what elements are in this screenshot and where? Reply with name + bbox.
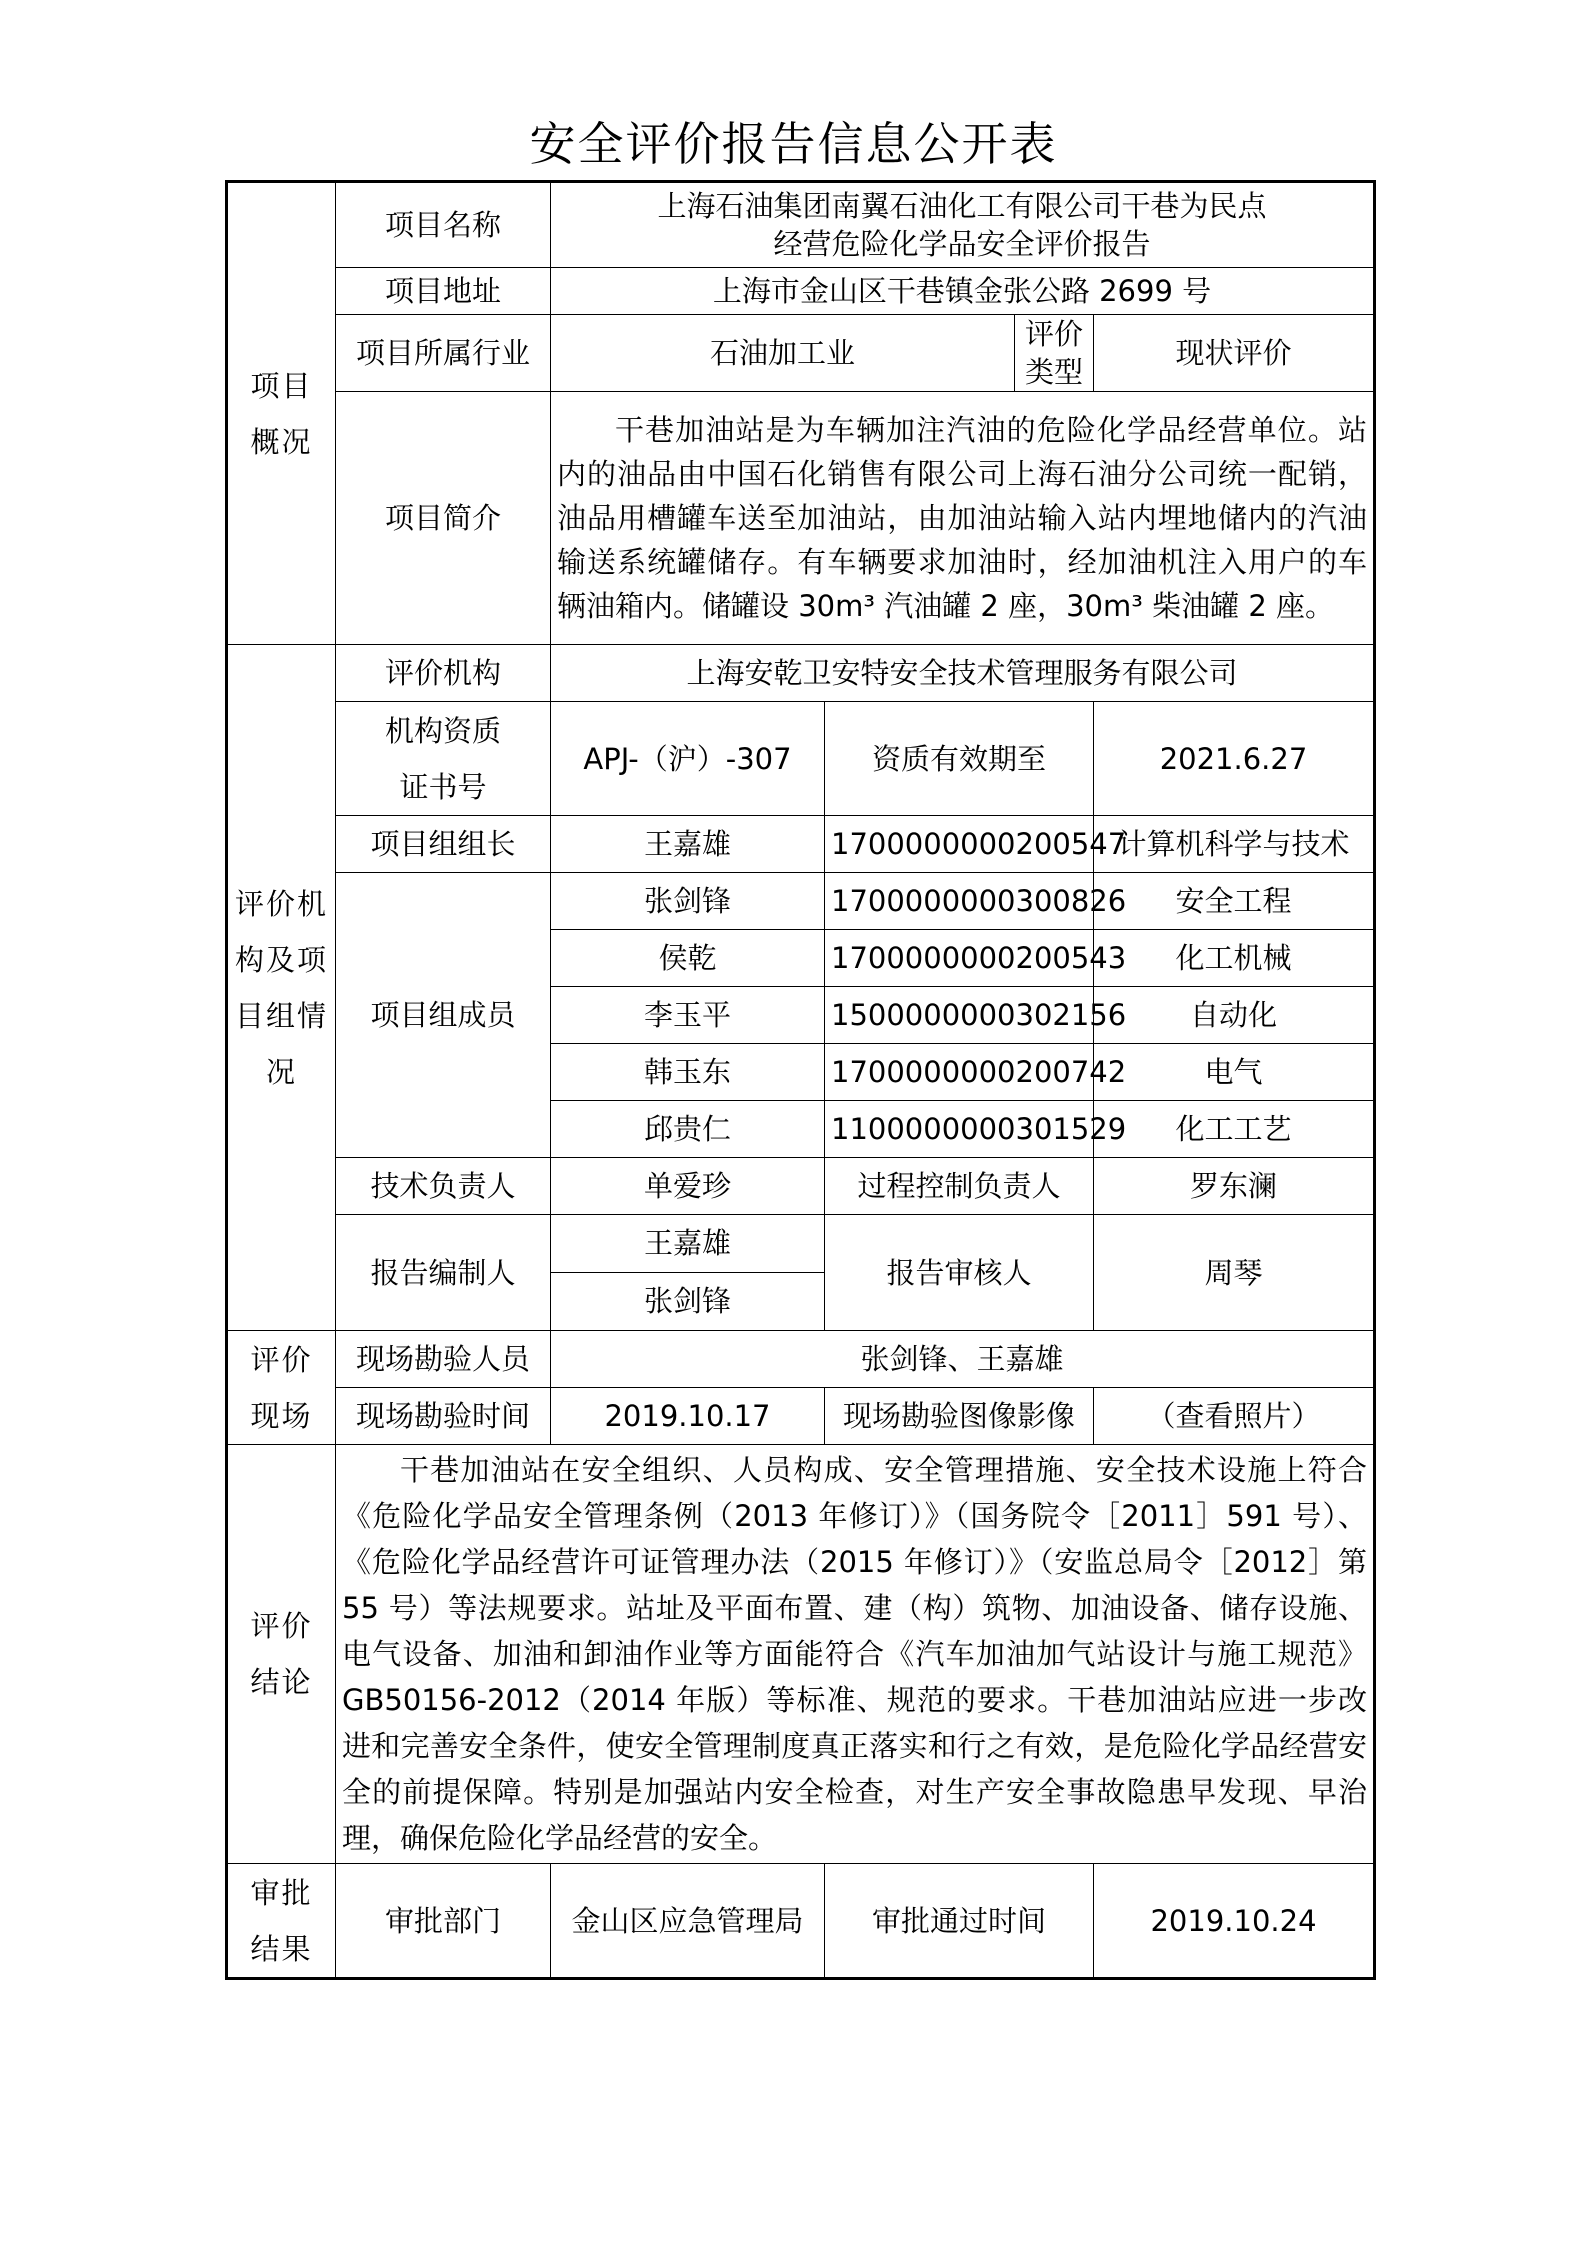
approval-dept-value: 金山区应急管理局 — [551, 1864, 825, 1979]
approval-dept-label: 审批部门 — [336, 1864, 551, 1979]
approval-time-label: 审批通过时间 — [825, 1864, 1094, 1979]
author-name: 王嘉雄 — [643, 1226, 731, 1260]
section-approval-line: 结果 — [250, 1931, 313, 1966]
member-name: 韩玉东 — [551, 1044, 825, 1101]
section-agency-line: 目组情 — [234, 998, 328, 1033]
reviewer-label: 报告审核人 — [825, 1215, 1094, 1331]
agency-org-value: 上海安乾卫安特安全技术管理服务有限公司 — [551, 645, 1375, 702]
section-conclusion — [227, 1445, 336, 1864]
member-id: 1700000000300826 — [825, 873, 1094, 930]
project-name-line: 经营危险化学品安全评价报告 — [773, 227, 1151, 261]
agency-valid-label: 资质有效期至 — [825, 702, 1094, 816]
approval-time-value: 2019.10.24 — [1094, 1864, 1375, 1979]
author-label: 报告编制人 — [336, 1215, 551, 1331]
leader-field: 计算机科学与技术 — [1094, 816, 1375, 873]
page-title: 安全评价报告信息公开表 — [529, 117, 1058, 171]
agency-valid-value: 2021.6.27 — [1094, 702, 1375, 816]
conclusion-text: 干巷加油站在安全组织、人员构成、安全管理措施、安全技术设施上符合《危险化学品安全管理条例（2013 年修订）》（国务院令［2011］591 号）、《危险化学品经营许可证管理办法（2015 年修订）》（安监总局令［2012］第 55 号）等法规要求。站址及平面布置、建（构）筑物、加油设备、储存设施、电气设备、加油和卸油作业等方面能符合《汽车加油加气站设计与施工规范》GB50156-2012（2014 年版）等标准、规范的要求。干巷加油站应进一步改进和完善安全条件，使安全管理制度真正落实和行之有效，是危险化学品经营安全的前提保障。特别是加强站内安全检查，对生产安全事故隐患早发现、早治理，确保危险化学品经营的安全。 — [336, 1445, 1375, 1864]
project-name-label: 项目名称 — [336, 182, 551, 268]
member-id: 1700000000200742 — [825, 1044, 1094, 1101]
reviewer-value: 周琴 — [1094, 1215, 1375, 1331]
section-approval-line: 审批 — [250, 1875, 313, 1910]
member-field: 化工工艺 — [1094, 1101, 1375, 1158]
section-agency-line: 况 — [265, 1054, 297, 1089]
member-id: 1100000000301529 — [825, 1101, 1094, 1158]
member-id: 1500000000302156 — [825, 987, 1094, 1044]
section-agency-line: 构及项 — [234, 942, 328, 977]
author-values — [551, 1215, 825, 1331]
section-site — [227, 1331, 336, 1445]
member-name: 侯乾 — [551, 930, 825, 987]
section-overview — [227, 182, 336, 645]
section-overview-line: 概况 — [250, 424, 313, 459]
agency-cert-label-line: 证书号 — [399, 769, 487, 804]
members-label: 项目组成员 — [336, 873, 551, 1158]
leader-label: 项目组组长 — [336, 816, 551, 873]
section-overview-line: 项目 — [250, 368, 313, 403]
leader-id: 1700000000200547 — [825, 816, 1094, 873]
project-intro-text: 干巷加油站是为车辆加注汽油的危险化学品经营单位。站内的油品由中国石化销售有限公司上海石油分公司统一配销，油品用槽罐车送至加油站，由加油站输入站内埋地储内的汽油输送系统罐储存。有车辆要求加油时，经加油机注入用户的车辆油箱内。储罐设 30m³ 汽油罐 2 座，30m³ 柴油罐 2 座。 — [551, 392, 1375, 645]
member-id: 1700000000200543 — [825, 930, 1094, 987]
tech-lead-label: 技术负责人 — [336, 1158, 551, 1215]
author-name: 张剑锋 — [551, 1272, 824, 1330]
section-site-line: 现场 — [250, 1398, 313, 1433]
agency-cert-label-line: 机构资质 — [384, 713, 501, 748]
project-address-label: 项目地址 — [336, 268, 551, 315]
site-image-label: 现场勘验图像影像 — [825, 1388, 1094, 1445]
project-industry-value: 石油加工业 — [551, 315, 1015, 392]
process-lead-value: 罗东澜 — [1094, 1158, 1375, 1215]
project-intro-label: 项目简介 — [336, 392, 551, 645]
eval-type-value: 现状评价 — [1094, 315, 1375, 392]
view-photos-link[interactable]: （查看照片） — [1094, 1388, 1375, 1445]
member-name: 李玉平 — [551, 987, 825, 1044]
section-approval — [227, 1864, 336, 1979]
member-name: 张剑锋 — [551, 873, 825, 930]
member-field: 安全工程 — [1094, 873, 1375, 930]
site-time-label: 现场勘验时间 — [336, 1388, 551, 1445]
section-agency — [227, 645, 336, 1331]
member-field: 电气 — [1094, 1044, 1375, 1101]
member-field: 自动化 — [1094, 987, 1375, 1044]
site-staff-value: 张剑锋、王嘉雄 — [551, 1331, 1375, 1388]
tech-lead-value: 单爱珍 — [551, 1158, 825, 1215]
agency-cert-value: APJ-（沪）-307 — [551, 702, 825, 816]
member-field: 化工机械 — [1094, 930, 1375, 987]
info-table — [225, 180, 1376, 1980]
leader-name: 王嘉雄 — [551, 816, 825, 873]
project-name-line: 上海石油集团南翼石油化工有限公司干巷为民点 — [657, 189, 1267, 223]
process-lead-label: 过程控制负责人 — [825, 1158, 1094, 1215]
section-site-line: 评价 — [250, 1342, 313, 1377]
project-industry-label: 项目所属行业 — [336, 315, 551, 392]
agency-org-label: 评价机构 — [336, 645, 551, 702]
project-name-value — [551, 182, 1375, 268]
section-conclusion-line: 评价 — [250, 1609, 313, 1643]
site-time-value: 2019.10.17 — [551, 1388, 825, 1445]
section-conclusion-line: 结论 — [250, 1665, 313, 1699]
agency-cert-label — [336, 702, 551, 816]
site-staff-label: 现场勘验人员 — [336, 1331, 551, 1388]
member-name: 邱贵仁 — [551, 1101, 825, 1158]
section-agency-line: 评价机 — [234, 886, 328, 921]
project-address-value: 上海市金山区干巷镇金张公路 2699 号 — [551, 268, 1375, 315]
eval-type-label: 评价类型 — [1015, 315, 1094, 392]
